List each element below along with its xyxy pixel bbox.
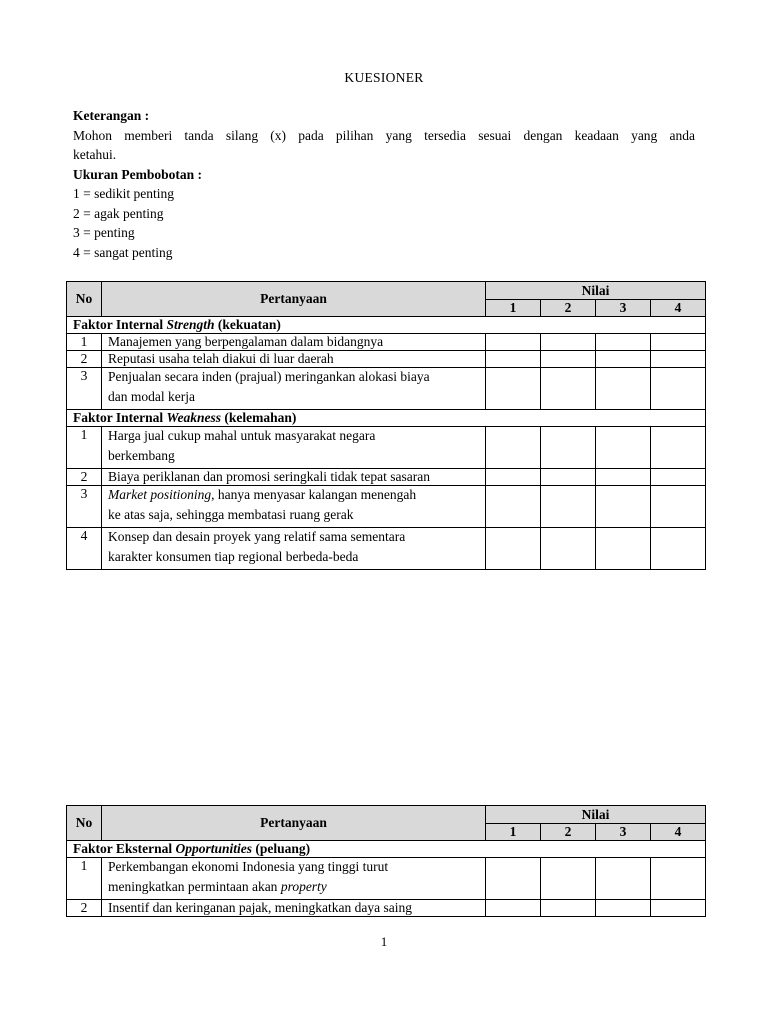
rating-cell[interactable] [486,900,541,917]
rating-cell[interactable] [486,334,541,351]
col-header-value-1: 1 [486,824,541,841]
questionnaire-table-external [66,805,706,917]
table-row: 4 Konsep dan desain proyek yang relatif sama sementara karakter konsumen tiap regional berbeda-beda [67,528,706,570]
col-header-question: Pertanyaan [102,806,486,841]
col-header-question: Pertanyaan [102,282,486,317]
section-heading-weakness: Faktor Internal Weakness (kelemahan) [67,410,706,427]
instruction-line-2: ketahui. [73,147,117,162]
scale-item-2: 2 = agak penting [73,205,164,221]
col-header-value-3: 3 [596,824,651,841]
col-header-no: No [67,806,102,841]
rating-cell[interactable] [651,858,706,900]
instruction-line-1: Mohon memberi tanda silang (x) pada pilihan yang tersedia sesuai dengan keadaan yang anda [73,127,695,143]
rating-cell[interactable] [541,334,596,351]
col-header-value-4: 4 [651,300,706,317]
rating-cell[interactable] [541,858,596,900]
col-header-value-2: 2 [541,300,596,317]
rating-cell[interactable] [486,469,541,486]
rating-cell[interactable] [541,427,596,469]
rating-cell[interactable] [651,486,706,528]
rating-cell[interactable] [651,900,706,917]
rating-cell[interactable] [596,368,651,410]
rating-cell[interactable] [541,528,596,570]
rating-cell[interactable] [541,469,596,486]
rating-cell[interactable] [596,469,651,486]
rating-cell[interactable] [651,469,706,486]
col-header-value: Nilai [486,282,706,300]
rating-cell[interactable] [541,486,596,528]
rating-cell[interactable] [596,858,651,900]
rating-cell[interactable] [596,528,651,570]
intro-section [73,106,695,262]
scale-item-4: 4 = sangat penting [73,244,173,260]
rating-cell[interactable] [486,528,541,570]
col-header-value-2: 2 [541,824,596,841]
table-row: 3 Penjualan secara inden (prajual) meringankan alokasi biaya dan modal kerja [67,368,706,410]
rating-cell[interactable] [596,334,651,351]
rating-cell[interactable] [486,427,541,469]
weight-heading: Ukuran Pembobotan : [73,166,203,182]
questionnaire-table-internal [66,281,706,570]
table-row: 2 Insentif dan keringanan pajak, meningkatkan daya saing [67,900,706,917]
rating-cell[interactable] [541,351,596,368]
rating-cell[interactable] [486,858,541,900]
rating-cell[interactable] [651,528,706,570]
rating-cell[interactable] [486,351,541,368]
section-heading-strength: Faktor Internal Strength (kekuatan) [67,317,706,334]
rating-cell[interactable] [486,368,541,410]
col-header-value-1: 1 [486,300,541,317]
col-header-value-3: 3 [596,300,651,317]
rating-cell[interactable] [651,427,706,469]
rating-cell[interactable] [596,486,651,528]
table-row: 2 Biaya periklanan dan promosi seringkali tidak tepat sasaran [67,469,706,486]
section-heading-opportunities: Faktor Eksternal Opportunities (peluang) [67,841,706,858]
scale-item-3: 3 = penting [73,225,135,240]
table-row: 1 Manajemen yang berpengalaman dalam bidangnya [67,334,706,351]
rating-cell[interactable] [651,351,706,368]
col-header-no: No [67,282,102,317]
page-number: 1 [380,934,388,949]
table-row: 1 Harga jual cukup mahal untuk masyarakat negara berkembang [67,427,706,469]
rating-cell[interactable] [486,486,541,528]
rating-cell[interactable] [651,368,706,410]
col-header-value: Nilai [486,806,706,824]
table-row: 3 Market positioning, hanya menyasar kalangan menengah ke atas saja, sehingga membatasi ruang gerak [67,486,706,528]
rating-cell[interactable] [596,351,651,368]
keterangan-heading: Keterangan : [73,108,150,123]
scale-item-1: 1 = sedikit penting [73,186,174,201]
table-row: 1 Perkembangan ekonomi Indonesia yang tinggi turut meningkatkan permintaan akan property [67,858,706,900]
rating-cell[interactable] [541,900,596,917]
rating-cell[interactable] [596,427,651,469]
col-header-value-4: 4 [651,824,706,841]
rating-cell[interactable] [541,368,596,410]
rating-cell[interactable] [596,900,651,917]
document-title: KUESIONER [344,70,424,85]
rating-cell[interactable] [651,334,706,351]
table-row: 2 Reputasi usaha telah diakui di luar daerah [67,351,706,368]
